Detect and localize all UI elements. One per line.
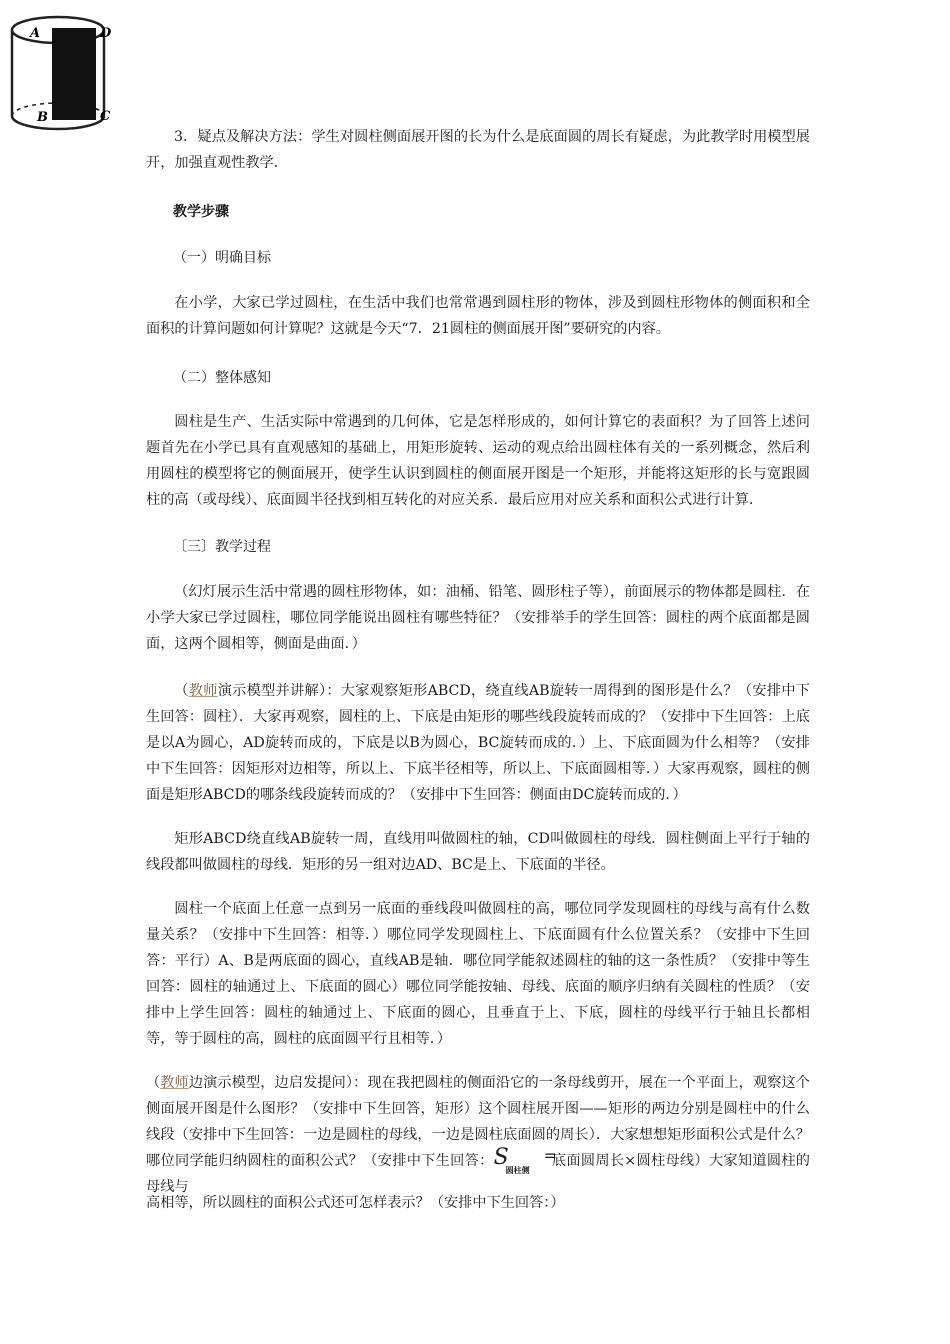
teacher-link-2[interactable]: 教师 bbox=[160, 1075, 189, 1091]
area-formula: S 圆柱侧 = bbox=[493, 1145, 557, 1175]
paragraph-difficulty: 3．疑点及解决方法：学生对圆柱侧面展开图的长为什么是底面圆的周长有疑虑，为此教学时用模型展开，加强直观性教学． bbox=[146, 129, 810, 171]
paragraph-process-2: （教师演示模型并讲解）：大家观察矩形ABCD，绕直线AB旋转一周得到的图形是什么？（安排中下生回答：圆柱）．大家再观察，圆柱的上、下底是由矩形的哪些线段旋转而成的？（安排中下生回答：上底是以A为圆心，AD旋转而成的，下底是以B为圆心，BC旋转而成的．）上、下底面圆为什么相等？（安排中下生回答：因矩形对边相等，所以上、下底半径相等，所以上、下底面圆相等．）大家再观察，圆柱的侧面是矩形ABCD的哪条线段旋转而成的？（安排中下生回答：侧面由DC旋转而成的．） bbox=[146, 683, 810, 803]
section-title-3: 〔三〕教学过程 bbox=[173, 539, 271, 555]
label-d: D bbox=[100, 26, 112, 41]
paragraph-goal: 在小学，大家已学过圆柱，在生活中我们也常常遇到圆柱形的物体，涉及到圆柱形物体的侧面积和全面积的计算问题如何计算呢？这就是今天“7．21圆柱的侧面展开图”要研究的内容。 bbox=[146, 295, 810, 337]
label-c: C bbox=[100, 109, 111, 124]
paragraph-process-4: 圆柱一个底面上任意一点到另一底面的垂线段叫做圆柱的高，哪位同学发现圆柱的母线与高有什么数量关系？（安排中下生回答：相等．）哪位同学发现圆柱上、下底面圆有什么位置关系？（安排中下生回答：平行）A、B是两底面的圆心，直线AB是轴．哪位同学能叙述圆柱的轴的这一条性质？（安排中等生回答：圆柱的轴通过上、下底面的圆心）哪位同学能按轴、母线、底面的顺序归纳有关圆柱的性质？（安排中上学生回答：圆柱的轴通过上、下底面的圆心，且垂直于上、下底，圆柱的母线平行于轴且长都相等，等于圆柱的高，圆柱的底面圆平行且相等．） bbox=[146, 901, 810, 1047]
label-b: B bbox=[37, 110, 48, 125]
label-a: A bbox=[30, 26, 41, 41]
teacher-link[interactable]: 教师 bbox=[188, 683, 218, 699]
paragraph-process-6: 高相等，所以圆柱的面积公式还可怎样表示？（安排中下生回答：） bbox=[146, 1195, 565, 1211]
paragraph-overview: 圆柱是生产、生活实际中常遇到的几何体，它是怎样形成的，如何计算它的表面积？为了回答上述问题首先在小学已具有直观感知的基础上，用矩形旋转、运动的观点给出圆柱体有关的一系列概念，然后利用圆柱的模型将它的侧面展开，使学生认识到圆柱的侧面展开图是一个矩形，并能将这矩形的长与宽跟圆柱的高（或母线）、底面圆半径找到相互转化的对应关系．最后应用对应关系和面积公式进行计算． bbox=[146, 414, 810, 508]
section-title-2: （二）整体感知 bbox=[173, 370, 271, 386]
paragraph-process-3: 矩形ABCD绕直线AB旋转一周，直线用叫做圆柱的轴，CD叫做圆柱的母线．圆柱侧面上平行于轴的线段都叫做圆柱的母线．矩形的另一组对边AD、BC是上、下底面的半径。 bbox=[146, 831, 810, 873]
paragraph-process-5: （教师边演示模型，边启发提问）：现在我把圆柱的侧面沿它的一条母线剪开，展在一个平面上，观察这个侧面展开图是什么图形？（安排中下生回答，矩形）这个圆柱展开图——矩形的两边分别是圆柱中的什么线段（安排中下生回答：一边是圆柱的母线，一边是圆柱底面圆的周长）．大家想想矩形面积公式是什么？哪位同学能归纳圆柱的面积公式？（安排中下生回答： S 圆柱侧 = 底面圆周长×圆柱母线）大家知道圆柱的母线与 bbox=[146, 1075, 810, 1195]
section-title-1: （一）明确目标 bbox=[173, 250, 271, 266]
paragraph-process-1: （幻灯展示生活中常遇的圆柱形物体，如：油桶、铅笔、圆形柱子等），前面展示的物体都是圆柱．在小学大家已学过圆柱，哪位同学能说出圆柱有哪些特征？（安排举手的学生回答：圆柱的两个底面都是圆面，这两个圆相等，侧面是曲面．） bbox=[146, 584, 810, 652]
section-heading: 教学步骤 bbox=[173, 204, 229, 220]
cylinder-figure bbox=[4, 8, 120, 134]
